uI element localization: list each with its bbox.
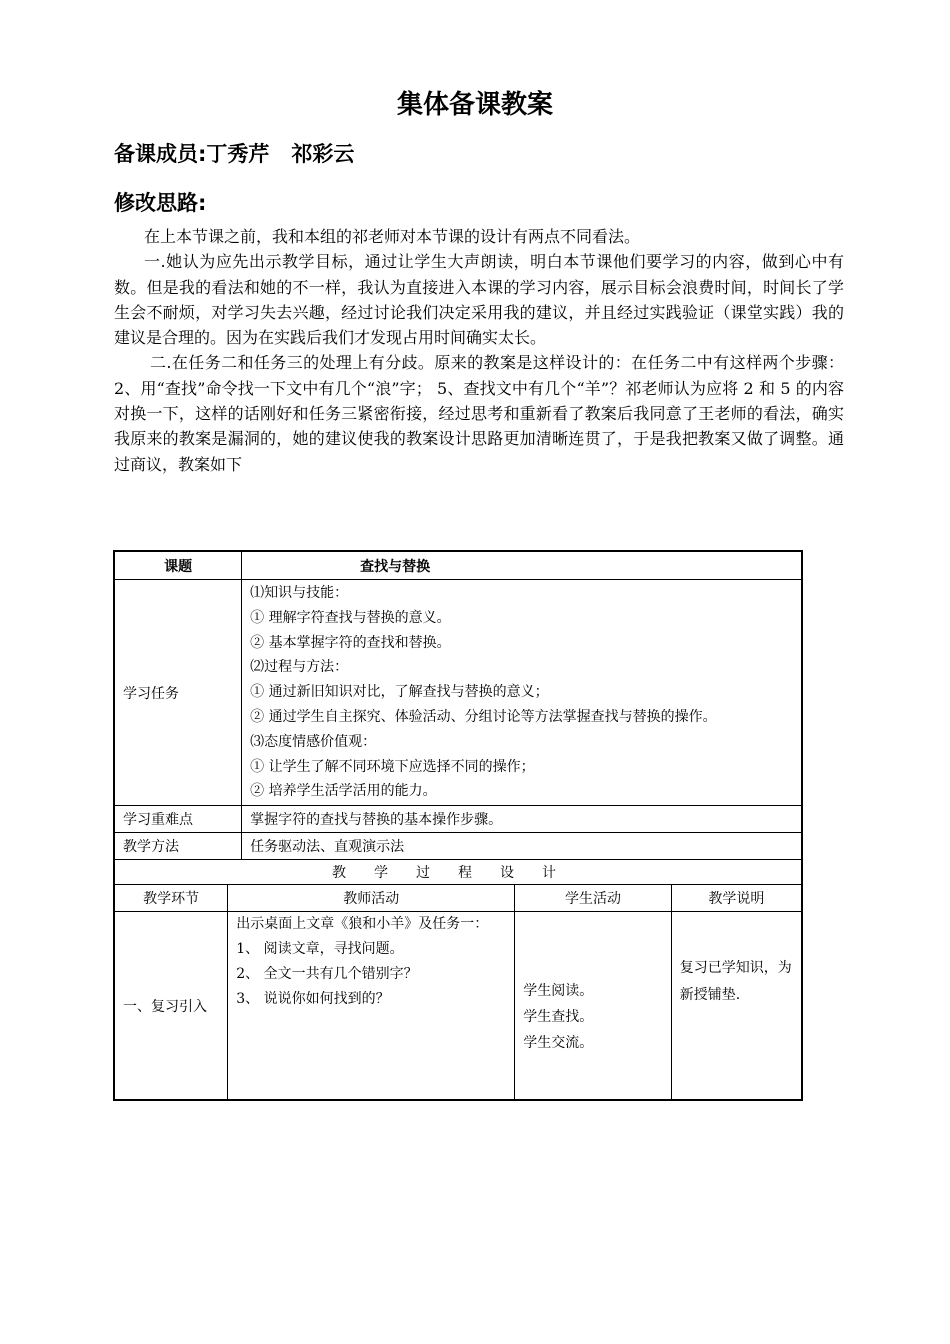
- teacher-activity-line: 2、 全文一共有几个错别字？: [236, 966, 418, 983]
- teaching-note-cell: 复习已学知识，为新授铺垫.: [671, 912, 802, 1101]
- task-item: ⑴知识与技能：: [250, 585, 349, 601]
- column-header: 教师活动: [228, 885, 515, 912]
- task-item: ② 基本掌握字符的查找和替换。: [250, 634, 451, 651]
- topic-value: 查找与替换: [242, 551, 802, 580]
- key-points-label: 学习重难点: [114, 806, 242, 833]
- process-title-row: [114, 860, 802, 885]
- process-header-row: [114, 885, 802, 912]
- tasks-row: [114, 580, 802, 806]
- teacher-activity-line: 1、 阅读文章，寻找问题。: [236, 941, 404, 958]
- member-name: 丁秀芹: [206, 142, 270, 166]
- topic-label: 课题: [114, 551, 242, 580]
- document-title: 集体备课教案: [396, 90, 553, 120]
- key-points-value: 掌握字符的查找与替换的基本操作步骤。: [242, 806, 802, 833]
- method-row: [114, 833, 802, 860]
- task-item: ① 通过新旧知识对比，了解查找与替换的意义；: [250, 684, 549, 701]
- task-item: ⑶态度情感价值观：: [250, 733, 377, 750]
- revision-notes: [114, 224, 844, 477]
- column-header: 教学说明: [671, 885, 802, 912]
- task-item: ① 理解字符查找与替换的意义。: [250, 609, 451, 626]
- task-item: ① 让学生了解不同环境下应选择不同的操作；: [250, 758, 535, 775]
- paragraph: 在上本节课之前，我和本组的祁老师对本节课的设计有两点不同看法。: [144, 227, 641, 246]
- members-label: 备课成员:: [114, 142, 207, 166]
- process-row: [114, 912, 802, 1101]
- student-activity-cell: [515, 912, 672, 1101]
- method-value: 任务驱动法、直观演示法: [242, 833, 802, 860]
- student-activity-line: 学生交流。: [523, 1034, 594, 1051]
- members-line: [114, 138, 354, 168]
- thinking-heading: 修改思路:: [114, 191, 207, 215]
- teacher-activity-line: 3、 说说你如何找到的？: [236, 991, 390, 1008]
- process-title: 教学过程设计: [114, 860, 802, 885]
- paragraph: 一.她认为应先出示教学目标，通过让学生大声朗读，明白本节课他们要学习的内容，做到心中有数。但是我的看法和她的不一样，我认为直接进入本课的学习内容，展示目标会浪费时间，时间长了学生会不耐烦，对学习失去兴趣，经过讨论我们决定采用我的建议，并且经过实践验证（课堂实践）我的建议是合理的。因为在实践后我们才发现占用时间确实太长。: [114, 252, 844, 348]
- lesson-plan-table: [113, 550, 803, 1101]
- column-header: 学生活动: [515, 885, 672, 912]
- stage-cell: 一、复习引入: [114, 912, 228, 1101]
- student-activity-line: 学生查找。: [523, 1008, 594, 1025]
- member-name: 祁彩云: [291, 142, 355, 166]
- column-header: 教学环节: [114, 885, 228, 912]
- paragraph: 二.在任务二和任务三的处理上有分歧。原来的教案是这样设计的：在任务二中有这样两个步骤： 2、用“查找”命令找一下文中有几个“浪”字； 5、查找文中有几个“羊”？祁老师认为应将 2 和 5 的内容对换一下，这样的话刚好和任务三紧密衔接，经过思考和重新看了教案后我同意了王老师的看法，确实我原来的教案是漏洞的，她的建议使我的教案设计思路更加清晰连贯了，于是我把教案又做了调整。通过商议，教案如下: [114, 353, 844, 474]
- method-label: 教学方法: [114, 833, 242, 860]
- tasks-label: 学习任务: [114, 580, 242, 806]
- task-item: ⑵过程与方法：: [250, 659, 349, 676]
- key-points-row: [114, 806, 802, 833]
- student-activity-line: 学生阅读。: [523, 982, 594, 999]
- teacher-activity-cell: [228, 912, 515, 1101]
- topic-row: [114, 551, 802, 580]
- teacher-activity-line: 出示桌面上文章《狼和小羊》及任务一：: [236, 916, 489, 933]
- task-item: ② 通过学生自主探究、体验活动、分组讨论等方法掌握查找与替换的操作。: [250, 708, 717, 725]
- task-item: ② 培养学生活学活用的能力。: [250, 783, 437, 800]
